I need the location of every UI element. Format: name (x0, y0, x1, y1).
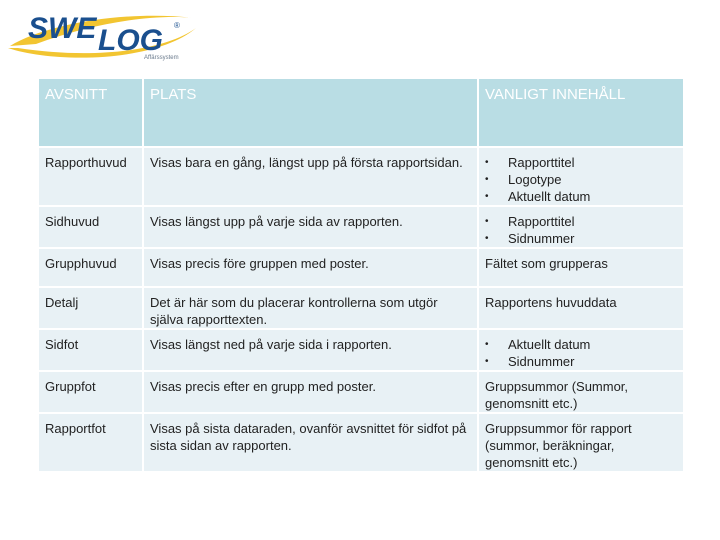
table-row (38, 287, 684, 329)
table-row (38, 413, 684, 472)
cell-section: Rapporthuvud (38, 147, 143, 206)
content-bullet-item: • Aktuellt datum (485, 336, 677, 353)
cell-content: Rapportens huvuddata (478, 287, 684, 329)
content-bullet-item: • Rapporttitel (485, 154, 677, 171)
cell-section: Gruppfot (38, 371, 143, 413)
cell-place: Visas precis före gruppen med poster. (143, 248, 478, 287)
table-body (38, 147, 684, 472)
table-row (38, 248, 684, 287)
cell-section: Sidfot (38, 329, 143, 371)
cell-content (478, 329, 684, 371)
content-bullet-list (485, 213, 677, 247)
content-bullet-item: • Rapporttitel (485, 213, 677, 230)
cell-content: Fältet som grupperas (478, 248, 684, 287)
table-row (38, 206, 684, 248)
logo-subtitle: Affärssystem (144, 55, 179, 61)
content-bullet-item: • Aktuellt datum (485, 188, 677, 205)
content-bullet-list (485, 154, 677, 205)
table-header-row (38, 78, 684, 147)
cell-content (478, 147, 684, 206)
content-bullet-item: • Sidnummer (485, 353, 677, 370)
cell-section: Grupphuvud (38, 248, 143, 287)
swelog-logo (6, 4, 206, 66)
table-row (38, 329, 684, 371)
logo-registered-mark: ® (174, 21, 180, 30)
cell-place: Visas precis efter en grupp med poster. (143, 371, 478, 413)
logo-log-text: LOG (98, 24, 163, 57)
table-row (38, 371, 684, 413)
content-bullet-item: • Logotype (485, 171, 677, 188)
cell-content: Gruppsummor för rapport (summor, beräkningar, genomsnitt etc.) (478, 413, 684, 472)
cell-content: Gruppsummor (Summor, genomsnitt etc.) (478, 371, 684, 413)
cell-content (478, 206, 684, 248)
header-avsnitt: AVSNITT (38, 78, 143, 147)
cell-place: Visas bara en gång, längst upp på första rapportsidan. (143, 147, 478, 206)
cell-section: Rapportfot (38, 413, 143, 472)
cell-place: Det är här som du placerar kontrollerna som utgör själva rapporttexten. (143, 287, 478, 329)
header-plats: PLATS (143, 78, 478, 147)
logo-swe-text: SWE (28, 12, 97, 45)
report-sections-table (37, 77, 685, 473)
table-row (38, 147, 684, 206)
cell-section: Sidhuvud (38, 206, 143, 248)
cell-place: Visas längst upp på varje sida av rapporten. (143, 206, 478, 248)
header-vanligt-innehall: VANLIGT INNEHÅLL (478, 78, 684, 147)
cell-place: Visas längst ned på varje sida i rapporten. (143, 329, 478, 371)
content-bullet-list (485, 336, 677, 370)
cell-place: Visas på sista dataraden, ovanför avsnittet för sidfot på sista sidan av rapporten. (143, 413, 478, 472)
content-bullet-item: • Sidnummer (485, 230, 677, 247)
cell-section: Detalj (38, 287, 143, 329)
